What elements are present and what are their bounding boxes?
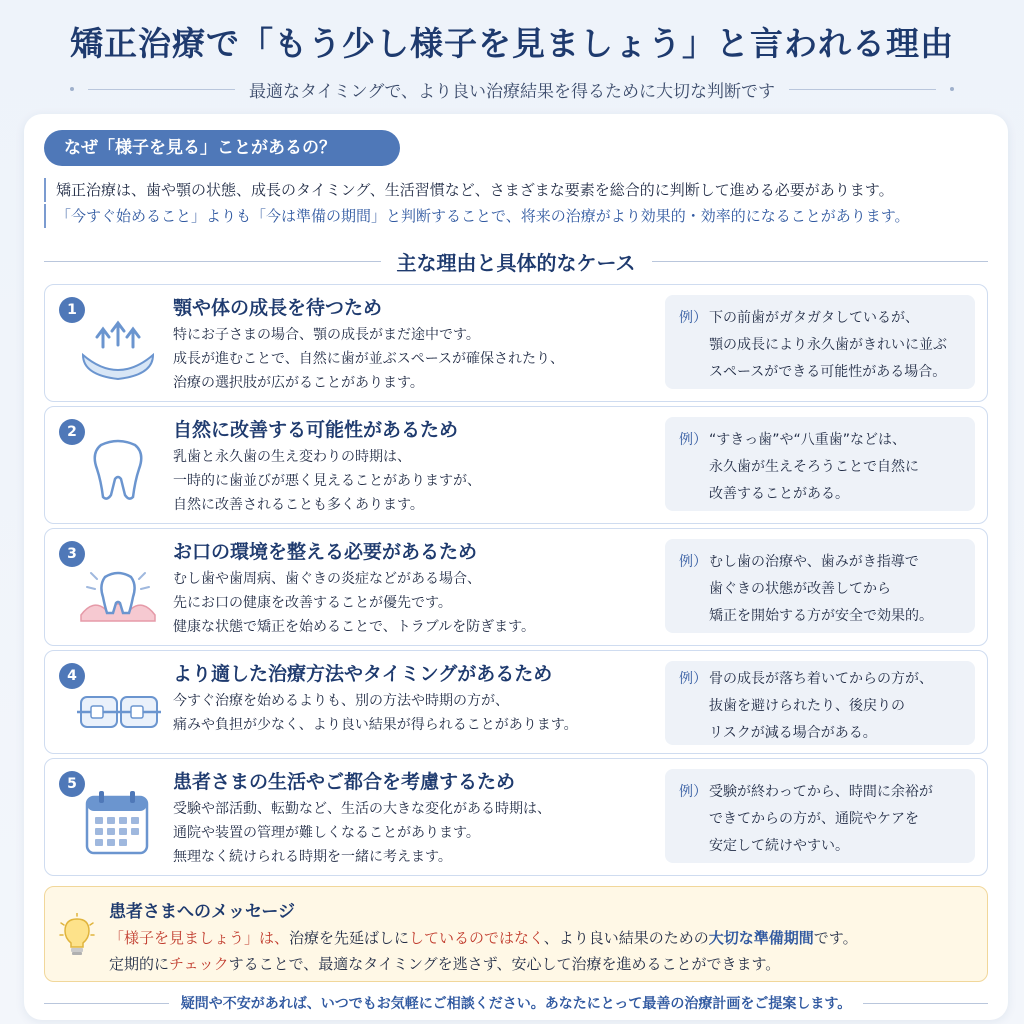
reason-body-line: 成長が進むことで、自然に歯が並ぶスペースが確保されたり、 bbox=[173, 351, 565, 367]
example-line: “すきっ歯”や“八重歯”などは、 bbox=[709, 432, 907, 448]
message-text: 、より良い結果のための bbox=[543, 929, 709, 947]
reason-title: 自然に改善する可能性があるため bbox=[173, 419, 459, 441]
message-line-1 bbox=[109, 927, 858, 948]
example-box bbox=[665, 539, 975, 633]
reason-body-line: 痛みや負担が少なく、より良い結果が得られることがあります。 bbox=[173, 717, 578, 733]
reason-card-5 bbox=[44, 758, 988, 876]
example-tag: 例） bbox=[679, 554, 707, 570]
footer-text: 疑問や不安があれば、いつでもお気軽にご相談ください。あなたにとって最善の治療計画をご提案します。 bbox=[180, 996, 852, 1012]
example-line: 安定して続けやすい。 bbox=[709, 838, 849, 854]
example-line: 顎の成長により永久歯がきれいに並ぶ bbox=[709, 337, 947, 353]
example-line: リスクが減る場合がある。 bbox=[709, 725, 877, 741]
divider bbox=[863, 1003, 988, 1004]
divider-dot bbox=[70, 87, 74, 91]
message-text: 治療を先延ばしに bbox=[289, 929, 410, 947]
jaw-growth-icon bbox=[73, 315, 163, 385]
reason-card-4 bbox=[44, 650, 988, 754]
reason-body-line: 健康な状態で矯正を始めることで、トラブルを防ぎます。 bbox=[173, 619, 536, 635]
example-tag: 例） bbox=[679, 310, 707, 326]
example-line: スペースができる可能性がある場合。 bbox=[709, 364, 947, 380]
divider-dot bbox=[950, 87, 954, 91]
section-heading: 主な理由と具体的なケース bbox=[396, 250, 636, 275]
reason-card-3 bbox=[44, 528, 988, 646]
patient-message-box bbox=[44, 886, 988, 982]
message-text: です。 bbox=[813, 929, 858, 947]
example-line: 改善することがある。 bbox=[709, 486, 849, 502]
message-title: 患者さまへのメッセージ bbox=[109, 902, 295, 922]
reason-body-line: 先にお口の健康を改善することが優先です。 bbox=[173, 595, 452, 611]
lightbulb-icon bbox=[59, 913, 95, 957]
reason-body bbox=[173, 323, 653, 395]
message-line-2 bbox=[109, 953, 780, 974]
reason-card-2 bbox=[44, 406, 988, 524]
divider bbox=[88, 89, 235, 90]
footer-row bbox=[44, 990, 988, 1016]
reason-number: 4 bbox=[59, 663, 85, 689]
example-line: むし歯の治療や、歯みがき指導で bbox=[709, 554, 919, 570]
message-emphasis: 大切な準備期間 bbox=[708, 929, 814, 947]
message-highlight: しているのではなく bbox=[409, 929, 544, 947]
reason-body-line: 特にお子さまの場合、顎の成長がまだ途中です。 bbox=[173, 327, 480, 343]
example-tag: 例） bbox=[679, 671, 707, 687]
reason-body bbox=[173, 445, 653, 517]
reason-title: 患者さまの生活やご都合を考慮するため bbox=[173, 771, 516, 793]
reason-body bbox=[173, 797, 653, 869]
calendar-icon bbox=[73, 789, 163, 859]
example-line: 矯正を開始する方が安全で効果的。 bbox=[709, 608, 933, 624]
divider bbox=[789, 89, 936, 90]
page-title: 矯正治療で「もう少し様子を見ましょう」と言われる理由 bbox=[70, 24, 954, 63]
example-box bbox=[665, 769, 975, 863]
message-highlight: 「様子を見ましょう」は、 bbox=[109, 929, 290, 947]
page-subtitle: 最適なタイミングで、より良い治療結果を得るために大切な判断です bbox=[249, 81, 775, 102]
example-line: 受験が終わってから、時間に余裕が bbox=[709, 784, 933, 800]
divider bbox=[652, 261, 989, 262]
reason-body bbox=[173, 689, 653, 737]
reason-body-line: 受験や部活動、転勤など、生活の大きな変化がある時期は、 bbox=[173, 801, 551, 817]
example-line: 永久歯が生えそろうことで自然に bbox=[709, 459, 919, 475]
why-heading-pill: なぜ「様子を見る」ことがあるの？ bbox=[44, 130, 400, 166]
reason-number: 1 bbox=[59, 297, 85, 323]
example-line: 骨の成長が落ち着いてからの方が、 bbox=[709, 671, 933, 687]
reason-number: 5 bbox=[59, 771, 85, 797]
example-box bbox=[665, 661, 975, 745]
reason-number: 2 bbox=[59, 419, 85, 445]
reason-body-line: むし歯や歯周病、歯ぐきの炎症などがある場合、 bbox=[173, 571, 481, 587]
example-box bbox=[665, 417, 975, 511]
gum-tooth-icon bbox=[73, 561, 163, 631]
reason-number: 3 bbox=[59, 541, 85, 567]
example-line: 下の前歯がガタガタしているが、 bbox=[709, 310, 919, 326]
divider bbox=[44, 1003, 169, 1004]
divider bbox=[44, 261, 381, 262]
subtitle-row bbox=[70, 74, 954, 104]
reason-body-line: 乳歯と永久歯の生え変わりの時期は、 bbox=[173, 449, 411, 465]
message-text: 定期的に bbox=[109, 955, 170, 973]
reason-body bbox=[173, 567, 653, 639]
reason-body-line: 一時的に歯並びが悪く見えることがありますが、 bbox=[173, 473, 481, 489]
tooth-icon bbox=[73, 435, 163, 505]
reason-body-line: 自然に改善されることも多くあります。 bbox=[173, 497, 424, 513]
example-tag: 例） bbox=[679, 784, 707, 800]
reason-body-line: 今すぐ治療を始めるよりも、別の方法や時期の方が、 bbox=[173, 693, 509, 709]
braces-icon bbox=[73, 681, 163, 751]
reason-body-line: 無理なく続けられる時期を一緒に考えます。 bbox=[173, 849, 452, 865]
intro-line-1: 矯正治療は、歯や顎の状態、成長のタイミング、生活習慣など、さまざまな要素を総合的に判断して進める必要があります。 bbox=[44, 178, 994, 202]
reason-body-line: 治療の選択肢が広がることがあります。 bbox=[173, 375, 424, 391]
reason-title: より適した治療方法やタイミングがあるため bbox=[173, 663, 553, 685]
message-highlight: チェック bbox=[169, 955, 229, 973]
reason-title: お口の環境を整える必要があるため bbox=[173, 541, 478, 563]
section-heading-row bbox=[44, 246, 988, 276]
example-line: 歯ぐきの状態が改善してから bbox=[709, 581, 891, 597]
example-line: できてからの方が、通院やケアを bbox=[709, 811, 919, 827]
reason-card-1 bbox=[44, 284, 988, 402]
example-line: 抜歯を避けられたり、後戻りの bbox=[709, 698, 905, 714]
reason-body-line: 通院や装置の管理が難しくなることがあります。 bbox=[173, 825, 480, 841]
intro-line-2: 「今すぐ始めること」よりも「今は準備の期間」と判断することで、将来の治療がより効果的・効率的になることがあります。 bbox=[44, 204, 994, 228]
example-tag: 例） bbox=[679, 432, 707, 448]
reason-title: 顎や体の成長を待つため bbox=[173, 297, 383, 319]
example-box bbox=[665, 295, 975, 389]
message-text: することで、最適なタイミングを逃さず、安心して治療を進めることができます。 bbox=[228, 955, 781, 973]
